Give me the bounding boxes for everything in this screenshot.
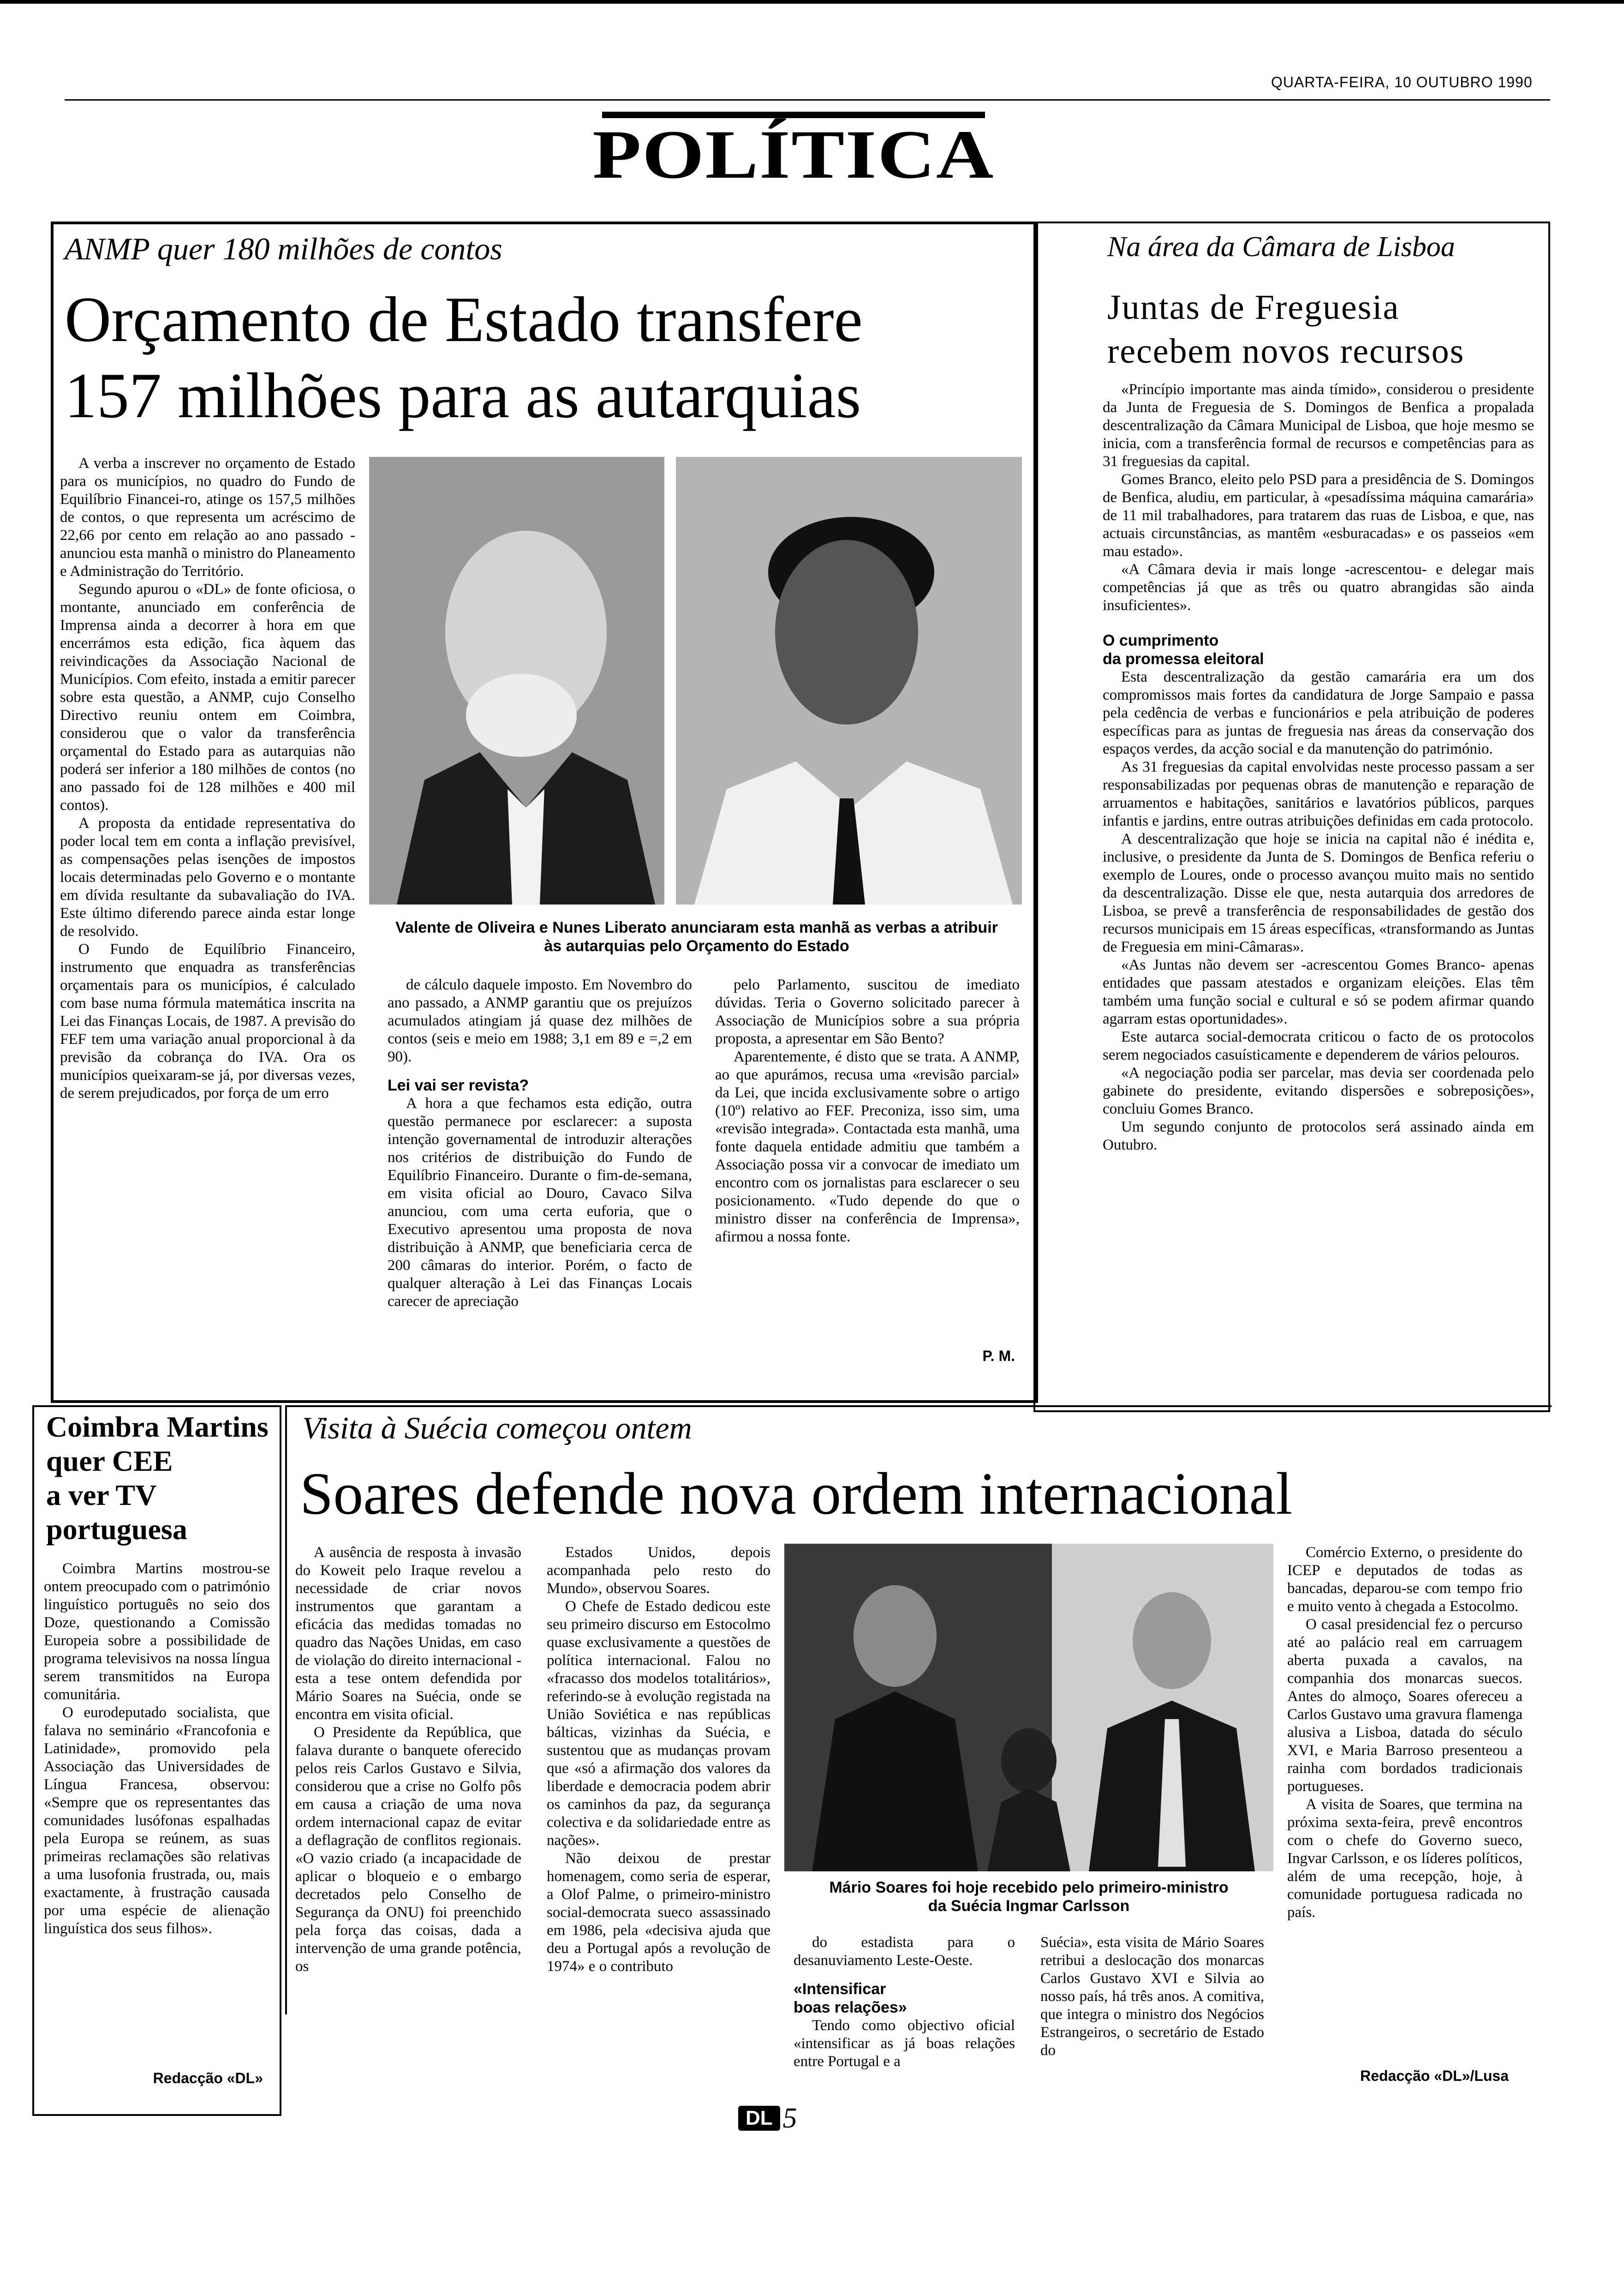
paragraph: «As Juntas não devem ser -acrescentou Gomes Branco- apenas entidades que passam atestados e organizam eleições. Elas têm também uma função social e cultural e só se podem afirmar quando agarram estas oportunidades». (1103, 957, 1534, 1027)
article4-col2 (547, 1544, 770, 1976)
paragraph: Comércio Externo, o presidente do ICEP e deputados de todas as bancadas, deparou-se com tempo frio e muito vento à chegada a Estocolmo. (1287, 1544, 1522, 1615)
article4-rule-left (285, 1405, 287, 2014)
article4-col1 (295, 1544, 521, 1976)
headline-line: quer CEE (46, 1444, 173, 1477)
paragraph: Gomes Branco, eleito pelo PSD para a presidência de S. Domingos de Benfica, aludiu, em particular, à «pesadíssima máquina camarária» de 11 mil trabalhadores, para tratarem das ruas de Lisboa, e que, nas actuais circunstâncias, as mantêm «esburacadas» e os passeios «em mau estado». (1103, 471, 1534, 560)
article1-photo-caption (364, 918, 1029, 955)
article2-subhead (1103, 631, 1534, 668)
paragraph: Segundo apurou o «DL» de fonte oficiosa, o montante, anunciado em conferência de Imprensa ainda a decorrer à hora em que encerrámos esta edição, fica àquem das reivindicações da Associação Nacional de Municípios. Com efeito, instada a emitir parecer sobre esta questão, a ANMP, cujo Conselho Directivo reuniu ontem em Coimbra, considerou que o valor da transferência orçamental do Estado para as autarquias não poderá ser inferior a 180 milhões de contos (no ano passado foi de 128 milhões e 400 mil contos). (60, 581, 355, 814)
headline-line: Coimbra Martins (46, 1410, 269, 1443)
paragraph: Não deixou de prestar homenagem, como seria de esperar, a Olof Palme, o primeiro-ministro social-democrata sueco assassinado em 1986, pela «decisiva ajuda que deu a Portugal após a revolução de 1974» e o contributo (547, 1850, 770, 1975)
paragraph: do estadista para o desanuviamento Leste-Oeste. (794, 1934, 1015, 1969)
article4-headline: Soares defende nova ordem internacional (300, 1461, 1293, 1527)
subhead-line: da promessa eleitoral (1103, 650, 1264, 668)
article4-kicker: Visita à Suécia começou ontem (302, 1410, 692, 1445)
headline-line: portuguesa (46, 1513, 187, 1546)
paragraph: «Princípio importante mas ainda tímido», considerou o presidente da Junta de Freguesia de S. Domingos de Benfica a propalada descentralização da Câmara Municipal de Lisboa, que hoje mesmo se inicia, com a transferência formal de recursos e competências para as 31 freguesias da capital. (1103, 381, 1534, 470)
article2-headline-line2: recebem novos recursos (1107, 332, 1465, 371)
page-footer (738, 2102, 797, 2134)
paragraph: «A Câmara devia ir mais longe -acrescentou- e delegar mais competências já que as três ou quatro abrangidas são ainda insuficientes». (1103, 561, 1534, 614)
paragraph: A visita de Soares, que termina na próxima sexta-feira, prevê encontros com o chefe do Governo sueco, Ingvar Carlsson, e os líderes políticos, além de uma recepção, hoje, à comunidade portuguesa radicada no país. (1287, 1796, 1522, 1921)
paragraph: de cálculo daquele imposto. Em Novembro do ano passado, a ANMP garantiu que os prejuízos acumulados atingiam já quase dez milhões de contos (seis e meio em 1988; 3,1 em 89 e =,2 em 90). (388, 977, 692, 1065)
paragraph: Suécia», esta visita de Mário Soares retribui a deslocação dos monarcas Carlos Gustavo XVI e Silvia ao nosso país, há três anos. A comitiva, que integra o ministro dos Negócios Estrangeiros, o secretário de Estado do (1040, 1934, 1264, 2059)
article2-kicker: Na área da Câmara de Lisboa (1107, 231, 1455, 263)
article4-photo-caption (784, 1878, 1273, 1915)
article1-col2 (388, 976, 692, 1311)
paragraph: O Chefe de Estado dedicou este seu primeiro discurso em Estocolmo quase exclusivamente a questões de política internacional. Falou no «fracasso dos modelos totalitários», referindo-se à evolução registada na União Soviética e nas repúblicas bálticas, vizinhas da Suécia, e sustentou que as mudanças provam que «só a afirmação dos valores da liberdade e democracia podem abrir os caminhos da paz, da segurança colectiva e da solidariedade entre as nações». (547, 1598, 770, 1849)
photo-nunes-liberato (676, 457, 1022, 905)
dl-logo: DL (738, 2106, 780, 2131)
portrait-silhouette-icon (676, 457, 1022, 905)
article4-rule-top (285, 1405, 1552, 1407)
caption-line: às autarquias pelo Orçamento do Estado (544, 937, 849, 955)
subhead-line: O cumprimento (1103, 632, 1219, 649)
paragraph: Estados Unidos, depois acompanhada pelo resto do Mundo», observou Soares. (547, 1544, 770, 1597)
portrait-silhouette-icon (369, 457, 664, 905)
paragraph: A hora a que fechamos esta edição, outra questão permanece por esclarecer: a suposta intenção governamental de introduzir alterações nos critérios de distribuição do Fundo de Equilíbrio Financeiro. Durante o fim-de-semana, em visita oficial ao Douro, Cavaco Silva anunciou, com uma certa euforia, que o Executivo apresentou uma proposta de nova distribuição à ANMP, que beneficiaria cerca de 200 câmaras do interior. Porém, o facto de qualquer alteração à Lei das Finanças Locais carecer de apreciação (388, 1095, 692, 1310)
article4-col3 (794, 1934, 1015, 2071)
subhead-line: «Intensificar (794, 1980, 886, 1998)
article1-signature: P. M. (982, 1348, 1015, 1364)
article2-body (1103, 381, 1534, 1154)
paragraph: A proposta da entidade representativa do poder local tem em conta a inflação previsível, as compensações pelas isenções de impostos locais determinadas pelo Governo e o montante em dívida resultante da subavaliação do IVA. Este último diferendo parece ainda estar longe de resolvido. (60, 815, 355, 940)
paragraph: Tendo como objectivo oficial «intensificar as já boas relações entre Portugal e a (794, 2017, 1015, 2070)
paragraph: O Presidente da República, que falava durante o banquete oferecido pelos reis Carlos Gustavo e Silvia, considerou que a crise no Golfo pôs em causa a criação de uma nova ordem internacional capaz de evitar a deflagração de conflitos regionais. «O vazio criado (a incapacidade de aplicar o bloqueio e o embargo decretados pelo Conselho de Segurança da ONU) foi preenchido pela força das coisas, dada a intervenção de uma grande potência, os (295, 1724, 521, 1975)
caption-line: da Suécia Ingmar Carlsson (928, 1897, 1130, 1915)
paragraph: «A negociação podia ser parcelar, mas devia ser coordenada pelo gabinete do presidente, evitando dispersões e sobreposições», concluiu Gomes Branco. (1103, 1065, 1534, 1117)
paragraph: Esta descentralização da gestão camarária era um dos compromissos mais fortes da candidatura de Jorge Sampaio e passa pela cedência de verbas e funcionários e pela atribuição de poderes específicas para as juntas de freguesia nas áreas da conservação dos espaços verdes, da acção social e da manutenção do património. (1103, 669, 1534, 757)
paragraph: A verba a inscrever no orçamento de Estado para os municípios, no quadro do Fundo de Equilíbrio Financei-ro, atinge os 157,5 milhões de contos, o que representa um acréscimo de 22,66 por cento em relação ao ano passado - anunciou esta manhã o ministro do Planeamento e Administração do Território. (60, 455, 355, 580)
article4-col4 (1040, 1934, 1264, 2060)
article4-subhead (794, 1980, 1015, 2017)
article4-col5 (1287, 1544, 1522, 1922)
paragraph: pelo Parlamento, suscitou de imediato dúvidas. Teria o Governo solicitado parecer à Associação de Municípios sobre a sua própria proposta, a apresentar em São Bento? (715, 977, 1020, 1047)
photo-valente-de-oliveira (369, 457, 664, 905)
page-number: 5 (782, 2102, 797, 2134)
paragraph: Coimbra Martins mostrou-se ontem preocupado com o património linguístico português no seio dos Doze, questionando a Comissão Europeia sobre a possibilidade de programa televisivos na nossa língua serem transmitidos na Europa comunitária. (44, 1560, 270, 1703)
date-rule (65, 99, 1550, 101)
paragraph: Aparentemente, é disto que se trata. A ANMP, ao que apurámos, recusa uma «revisão parcial» da Lei, que incida exclusivamente sobre o artigo (10º) relativo ao FEF. Preconiza, isso sim, uma «revisão integrada». Contactada esta manhã, uma fonte daquela entidade admitiu que também a Associação possa vir a convocar de imediato um encontro com os jornalistas para esclarecer o seu posicionamento. «Tudo depende do que o ministro disser na conferência de Imprensa», afirmou a nossa fonte. (715, 1049, 1020, 1245)
section-title: POLÍTICA (592, 116, 995, 193)
caption-line: Mário Soares foi hoje recebido pelo primeiro-ministro (829, 1879, 1229, 1896)
paragraph: Um segundo conjunto de protocolos será assinado ainda em Outubro. (1103, 1119, 1534, 1153)
caption-line: Valente de Oliveira e Nunes Liberato anunciaram esta manhã as verbas a atribuir (395, 919, 998, 936)
paragraph: A descentralização que hoje se inicia na capital não é inédita e, inclusive, o presidente da Junta de S. Domingos de Benfica referiu o exemplo de Loures, onde o processo avançou muito mais no sentido da descentralização. Disse ele que, nesta autarquia dos arredores de Lisboa, se prevê a transferência de responsabilidades de gestão dos recursos municipais em 15 áreas específicas, «transformando as Juntas de Freguesia em mini-Câmaras». (1103, 831, 1534, 955)
photo-soares-carlsson (784, 1544, 1273, 1871)
paragraph: O casal presidencial fez o percurso até ao palácio real em carruagem aberta puxada a cavalos, na companhia dos monarcas suecos. Antes do almoço, Soares ofereceu a Carlos Gustavo uma gravura flamenga alusiva a Lisboa, datada do século XVI, e Maria Barroso presenteou a rainha com bordados tradicionais portugueses. (1287, 1616, 1522, 1795)
article1-kicker: ANMP quer 180 milhões de contos (65, 231, 502, 266)
paragraph: O eurodeputado socialista, que falava no seminário «Francofonia e Latinidade», promovido pela Associação das Universidades de Língua Francesa, observou: «Sempre que os representantes das comunidades lusófonas espalhadas pela Europa se reúnem, as suas primeiras reclamações são relativas a uma lusofonia frustrada, ou, mais exactamente, à frustração causada por uma espécie de alienação linguística dos seus filhos». (44, 1704, 270, 1937)
paragraph: O Fundo de Equilíbrio Financeiro, instrumento que enquadra as transferências orçamentais para os municípios, é calculado com base numa fórmula matemática inscrita na Lei das Finanças Locais, de 1987. A previsão do FEF tem uma variação anual proporcional à da previsão da cobrança do IVA. Ora os municípios queixaram-se já, por diversas vezes, de serem prejudicados, por força de um erro (60, 941, 355, 1102)
article4-signature: Redacção «DL»/Lusa (1360, 2067, 1509, 2084)
group-photo-icon (784, 1544, 1273, 1871)
article1-headline-line2: 157 milhões para as autarquias (65, 360, 861, 431)
article2-headline-line1: Juntas de Freguesia (1107, 288, 1400, 327)
article3-headline (46, 1410, 277, 1546)
article1-col3 (715, 976, 1020, 1246)
issue-date: QUARTA-FEIRA, 10 OUTUBRO 1990 (1271, 74, 1533, 90)
paragraph: As 31 freguesias da capital envolvidas neste processo passam a ser responsabilizadas por pequenas obras de manutenção e reparação de arruamentos e habitações, sanitários e lavatórios públicos, parques infantis e jardins, entre outras atribuições definidas em cada protocolo. (1103, 759, 1534, 829)
article3-signature: Redacção «DL» (153, 2070, 263, 2086)
article1-subhead: Lei vai ser revista? (388, 1077, 529, 1094)
paragraph: Este autarca social-democrata criticou o facto de os protocolos serem negociados casuísticamente e dependerem de vários pelouros. (1103, 1029, 1534, 1063)
article3-body (44, 1560, 270, 1938)
headline-line: a ver TV (46, 1479, 157, 1511)
paragraph: A ausência de resposta à invasão do Koweit pelo Iraque revelou a necessidade de criar novos instrumentos que garantam a eficácia das medidas tomadas no quadro das Nações Unidas, em caso de violação do direito internacional - esta a tese ontem defendida por Mário Soares na Suécia, onde se encontra em visita oficial. (295, 1544, 521, 1723)
article1-headline-line1: Orçamento de Estado transfere (65, 284, 863, 355)
top-rule (0, 0, 1624, 4)
subhead-line: boas relações» (794, 1999, 907, 2016)
article1-col1 (60, 455, 355, 1103)
